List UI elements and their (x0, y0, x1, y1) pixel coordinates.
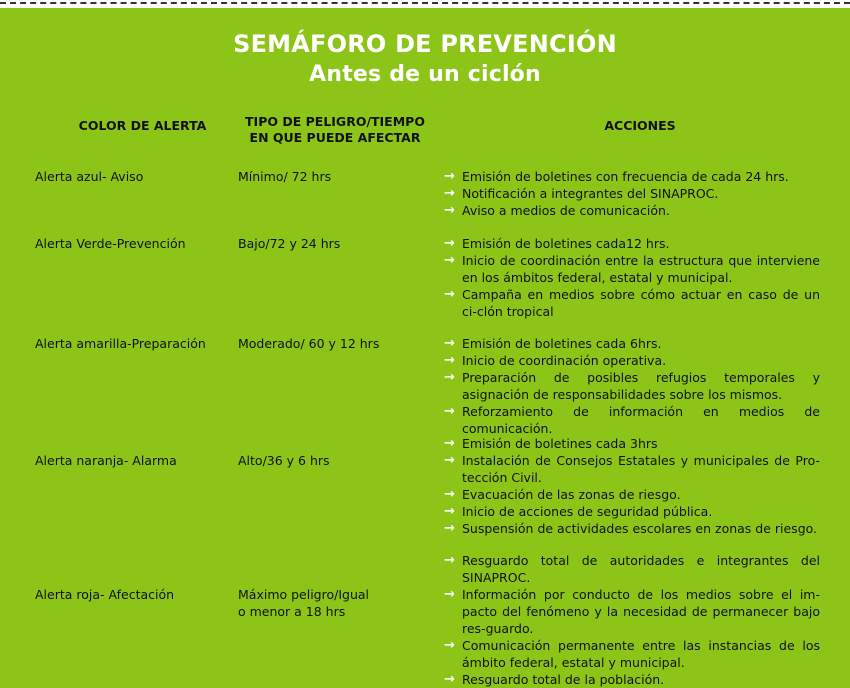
alert-tipo-line: Alto/36 y 6 hrs (238, 453, 330, 468)
action-item: → Inicio de acciones de seguridad pública. (444, 504, 713, 519)
alert-tipo (238, 586, 438, 620)
alert-tipo-line: Máximo peligro/Igual (238, 587, 370, 602)
header-tipo-line2: EN QUE PUEDE AFECTAR (249, 130, 421, 145)
action-item: → Emisión de boletines con frecuencia de cada 24 hrs. (444, 169, 789, 184)
action-item: → Inicio de coordinación operativa. (444, 353, 667, 368)
action-item: → Información por conducto de los medios sobre el im-pacto del fenómeno y la necesidad de permanecer bajo res-guardo. (444, 587, 820, 636)
alert-tipo (238, 168, 438, 185)
alert-color: Alerta Verde-Prevención (35, 236, 186, 251)
arrow-right-icon: → (444, 370, 455, 385)
alert-actions (444, 335, 820, 437)
action-item: → Suspensión de actividades escolares en zonas de riesgo. (444, 521, 818, 536)
arrow-right-icon: → (444, 336, 455, 351)
arrow-right-icon: → (444, 169, 455, 184)
action-item: → Evacuación de las zonas de riesgo. (444, 487, 681, 502)
arrow-right-icon: → (444, 287, 455, 302)
action-item: → Aviso a medios de comunicación. (444, 203, 670, 218)
arrow-right-icon: → (444, 504, 455, 519)
header-acciones: ACCIONES (604, 118, 676, 133)
alert-actions (444, 552, 820, 688)
page-subtitle: Antes de un ciclón (309, 62, 541, 87)
alert-actions (444, 435, 820, 537)
action-item: → Reforzamiento de información en medios de comunicación. (444, 404, 820, 436)
alert-color: Alerta roja- Afectación (35, 587, 175, 602)
alert-tipo-line: Bajo/72 y 24 hrs (238, 236, 341, 251)
arrow-right-icon: → (444, 672, 455, 687)
alert-color: Alerta naranja- Alarma (35, 453, 177, 468)
action-item: → Preparación de posibles refugios temporales y asignación de responsabilidades sobre los mismos. (444, 370, 820, 402)
action-item: → Inicio de coordinación entre la estructura que interviene en los ámbitos federal, estatal y municipal. (444, 253, 820, 285)
arrow-right-icon: → (444, 436, 455, 451)
alert-actions (444, 235, 820, 320)
arrow-right-icon: → (444, 186, 455, 201)
action-item: → Emisión de boletines cada 6hrs. (444, 336, 662, 351)
alert-tipo-line: Moderado/ 60 y 12 hrs (238, 336, 380, 351)
arrow-right-icon: → (444, 236, 455, 251)
alert-color: Alerta azul- Aviso (35, 169, 144, 184)
page-title: SEMÁFORO DE PREVENCIÓN (233, 30, 617, 58)
arrow-right-icon: → (444, 638, 455, 653)
header-color: COLOR DE ALERTA (78, 118, 207, 133)
arrow-right-icon: → (444, 404, 455, 419)
action-item: → Instalación de Consejos Estatales y municipales de Pro-tección Civil. (444, 453, 820, 485)
arrow-right-icon: → (444, 587, 455, 602)
action-item: → Emisión de boletines cada 3hrs (444, 436, 658, 451)
arrow-right-icon: → (444, 203, 455, 218)
action-item: → Emisión de boletines cada12 hrs. (444, 236, 670, 251)
arrow-right-icon: → (444, 487, 455, 502)
arrow-right-icon: → (444, 353, 455, 368)
header-tipo (230, 114, 440, 146)
alert-actions (444, 168, 820, 219)
alert-tipo (238, 452, 438, 469)
alert-tipo-line: o menor a 18 hrs (238, 604, 346, 619)
dashed-divider (0, 2, 850, 4)
action-item: → Resguardo total de autoridades e integrantes del SINAPROC. (444, 553, 820, 585)
arrow-right-icon: → (444, 553, 455, 568)
alert-color: Alerta amarilla-Preparación (35, 336, 206, 351)
alert-tipo-line: Mínimo/ 72 hrs (238, 169, 332, 184)
arrow-right-icon: → (444, 453, 455, 468)
arrow-right-icon: → (444, 253, 455, 268)
action-item: → Comunicación permanente entre las instancias de los ámbito federal, estatal y municipal. (444, 638, 820, 670)
action-item: → Notificación a integrantes del SINAPROC. (444, 186, 719, 201)
action-item: → Campaña en medios sobre cómo actuar en caso de un ci-clón tropical (444, 287, 820, 319)
action-item: → Resguardo total de la población. (444, 672, 665, 687)
alert-tipo (238, 335, 438, 352)
alert-tipo (238, 235, 438, 252)
header-tipo-line1: TIPO DE PELIGRO/TIEMPO (245, 114, 425, 129)
arrow-right-icon: → (444, 521, 455, 536)
